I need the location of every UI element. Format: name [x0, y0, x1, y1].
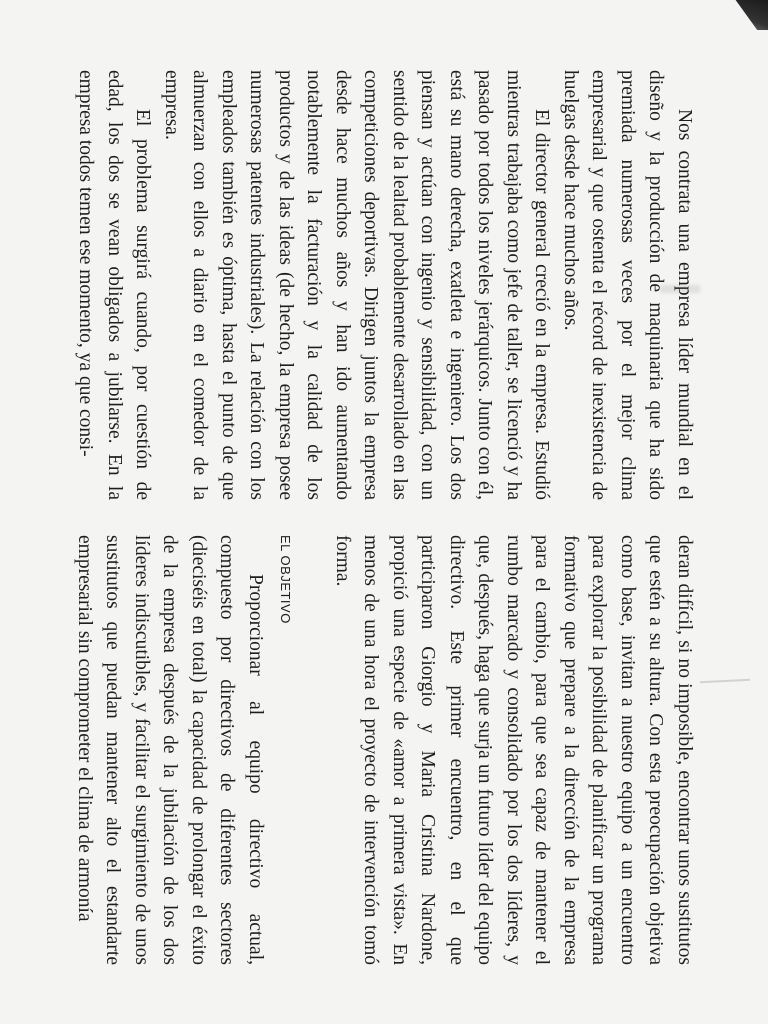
paragraph-objective: Proporcionar al equipo directivo actual, compuesto por directivos de diferentes sectores (dieciséis en total) la capacidad de prolongar el éxito de la empresa después de la jubilación de los dos líderes indiscutibles, y facilitar el surgimiento de unos sustitutos que puedan mantener alto el estandarte empresarial sin comprometer el clima de armonía	[74, 535, 266, 965]
paragraph-director: El director general creció en la empresa. Estudió mientras trabajaba como jefe de taller, se licenció y ha pasado por todos los niveles jerárquicos. Junto con él, está su mano derecha, exatleta e ingeniero. Los dos piensan y actúan con ingenio y sensibilidad, con un sentido de la lealtad probablemente desarrollado en las competiciones deportivas. Dirigen juntos la empresa desde hace muchos años y han ido aumentando notablemente la facturación y la calidad de los productos y de las ideas (de hecho, la empresa posee numerosas patentes industriales). La relación con los empleados también es óptima, hasta el punto de que almuerzan con ellos a diario en el comedor de la empresa.	[161, 70, 553, 500]
text-column-left	[71, 70, 698, 500]
paragraph-continued: deran difícil, si no imposible, encontrar unos sustitutos que estén a su altura. Con esta preocupación objetiva como base, invitan a nuestro equipo a un encuentro para explorar la posibilidad de planificar un programa formativo que prepare a la dirección de la empresa para el cambio, para que sea capaz de mantener el rumbo marcado y consolidado por los dos líderes, y que, después, haga que surja un futuro líder del equipo directivo. Este primer encuentro, en el que participaron Giorgio y Maria Cristina Nardone, propició una especie de «amor a primera vista». En menos de una hora el proyecto de intervención tomó forma.	[332, 535, 695, 965]
paragraph-intro: Nos contrata una empresa líder mundial en el diseño y la producción de maquinaria que ha sido premiada numerosas veces por el mejor clima empresarial y que ostenta el récord de inexistencia de huelgas desde hace muchos años.	[560, 70, 695, 500]
section-heading-objetivo: EL OBJETIVO	[278, 535, 294, 624]
paragraph-problem: El problema surgirá cuando, por cuestión de edad, los dos se vean obligados a jubilarse. En la empresa todos temen ese momento, ya que consi-	[75, 70, 154, 500]
text-column-right	[70, 535, 699, 965]
